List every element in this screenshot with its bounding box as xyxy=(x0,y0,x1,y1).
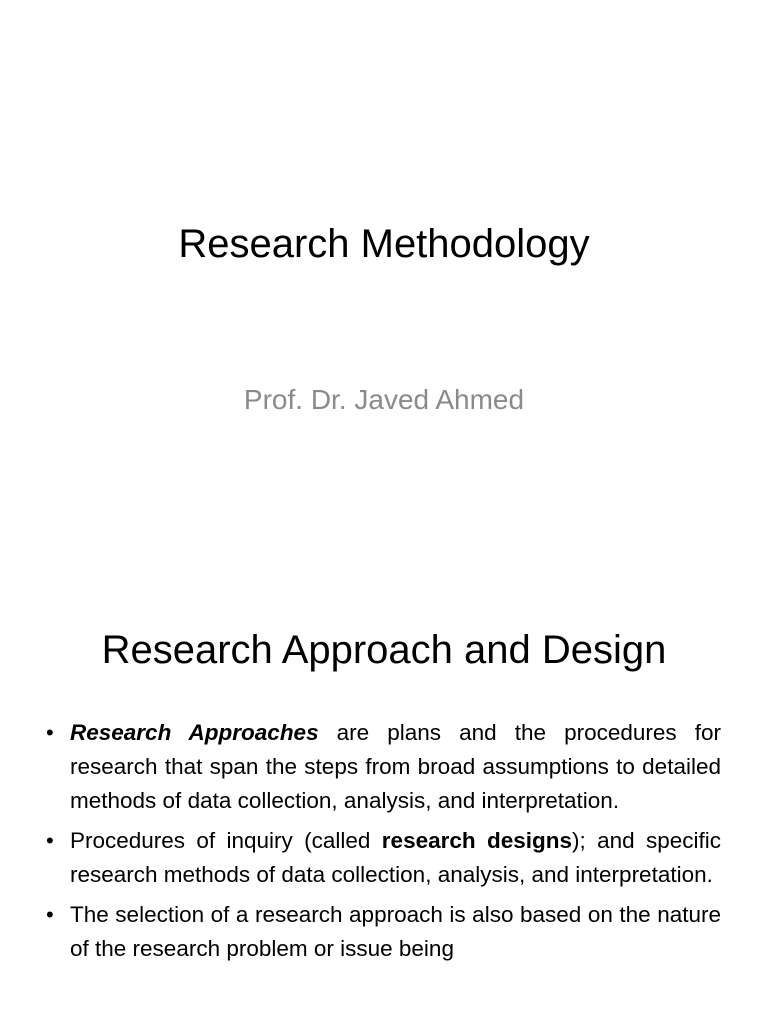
bullet-item xyxy=(46,824,721,892)
slide-title: Research Approach and Design xyxy=(101,628,667,672)
bullet-emphasis: research designs xyxy=(381,828,572,853)
slide-title: Research Methodology xyxy=(178,222,590,266)
bullet-text: ); and specific research methods of data collection, analysis, and interpretation. xyxy=(70,828,722,887)
content-slide xyxy=(0,576,768,1024)
bullet-text: Procedures of inquiry (called xyxy=(70,828,382,853)
bullet-icon: • xyxy=(46,902,54,927)
bullet-list xyxy=(46,716,721,972)
bullet-text: The selection of a research approach is also based on the nature of the research problem or issue being xyxy=(70,902,721,961)
bullet-icon: • xyxy=(46,720,54,745)
bullet-item xyxy=(46,898,721,966)
bullet-icon: • xyxy=(46,828,54,853)
slide-subtitle: Prof. Dr. Javed Ahmed xyxy=(243,384,525,415)
bullet-emphasis: Research Approaches xyxy=(70,720,319,745)
bullet-text: are plans and the procedures for research that span the steps from broad assumptions to detailed methods of data collection, analysis, and interpretation. xyxy=(70,720,721,813)
bullet-item xyxy=(46,716,721,818)
